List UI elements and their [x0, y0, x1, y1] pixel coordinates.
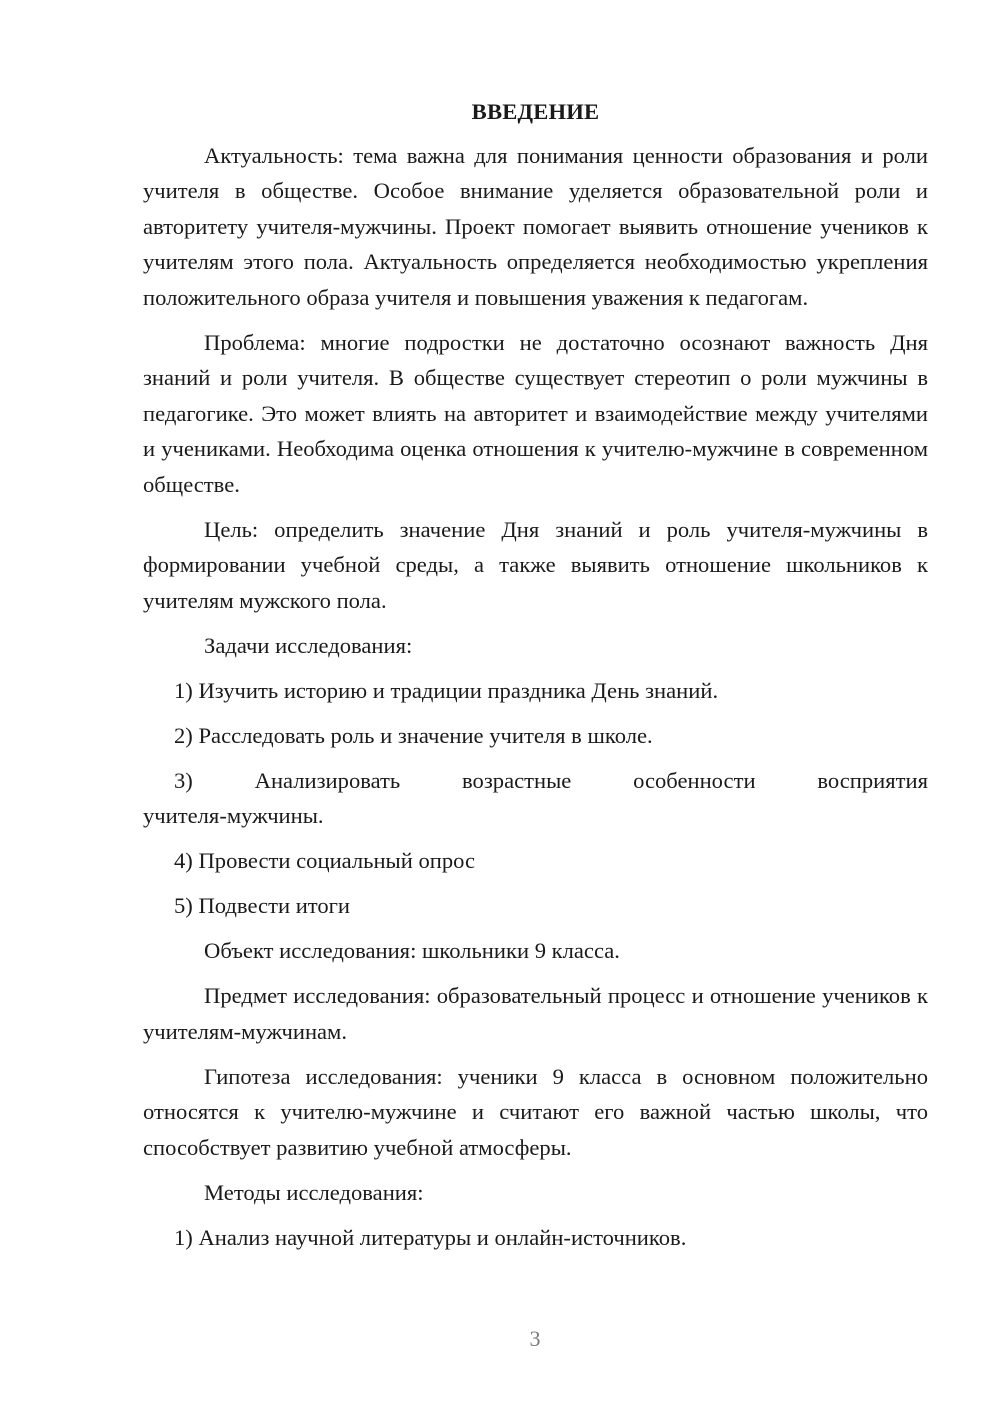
page-number: 3 [529, 1326, 541, 1351]
goal-paragraph: Цель: определить значение Дня знаний и роль учителя-мужчины в формировании учебной среды, а также выявить отношение школьников к учителям мужского пола. [143, 516, 928, 613]
methods-heading: Методы исследования: [204, 1179, 424, 1205]
method-item-1: 1) Анализ научной литературы и онлайн-источников. [174, 1224, 687, 1250]
hypothesis-paragraph: Гипотеза исследования: ученики 9 класса в основном положительно относятся к учителю-мужчине и считают его важной частью школы, что способствует развитию учебной атмосферы. [143, 1063, 928, 1160]
task-3-word: возрастные [462, 767, 572, 793]
page-content [143, 94, 928, 1265]
task-3-word: 3) [174, 767, 193, 793]
tasks-heading: Задачи исследования: [204, 632, 413, 658]
task-3-word: восприятия [817, 767, 928, 793]
relevance-paragraph: Актуальность: тема важна для понимания ценности образования и роли учителя в обществе. Особое внимание уделяется образовательной роли и авторитету учителя-мужчины. Проект помогает выявить отношение учеников к учителям этого пола. Актуальность определяется необходимостью укрепления положительного образа учителя и повышения уважения к педагогам. [143, 142, 928, 310]
task-item-4: 4) Провести социальный опрос [174, 848, 476, 873]
problem-paragraph: Проблема: многие подростки не достаточно осознают важность Дня знаний и роли учителя. В обществе существует стереотип о роли мужчины в педагогике. Это может влиять на авторитет и взаимодействие между учителями и учениками. Необходима оценка отношения к учителю-мужчине в современном обществе. [143, 329, 928, 497]
task-3-word: Анализировать [254, 767, 401, 793]
subject-paragraph: Предмет исследования: образовательный процесс и отношение учеников к учителям-мужчинам. [143, 983, 928, 1044]
task-item-2: 2) Расследовать роль и значение учителя в школе. [174, 722, 653, 748]
task-item-1: 1) Изучить историю и традиции праздника День знаний. [174, 677, 719, 703]
task-3-continuation: учителя-мужчины. [143, 803, 324, 828]
task-item-5: 5) Подвести итоги [174, 893, 351, 918]
section-title: ВВЕДЕНИЕ [471, 99, 600, 124]
task-3-word: особенности [633, 767, 756, 793]
task-item-3 [143, 763, 928, 799]
object-paragraph: Объект исследования: школьники 9 класса. [204, 938, 620, 963]
